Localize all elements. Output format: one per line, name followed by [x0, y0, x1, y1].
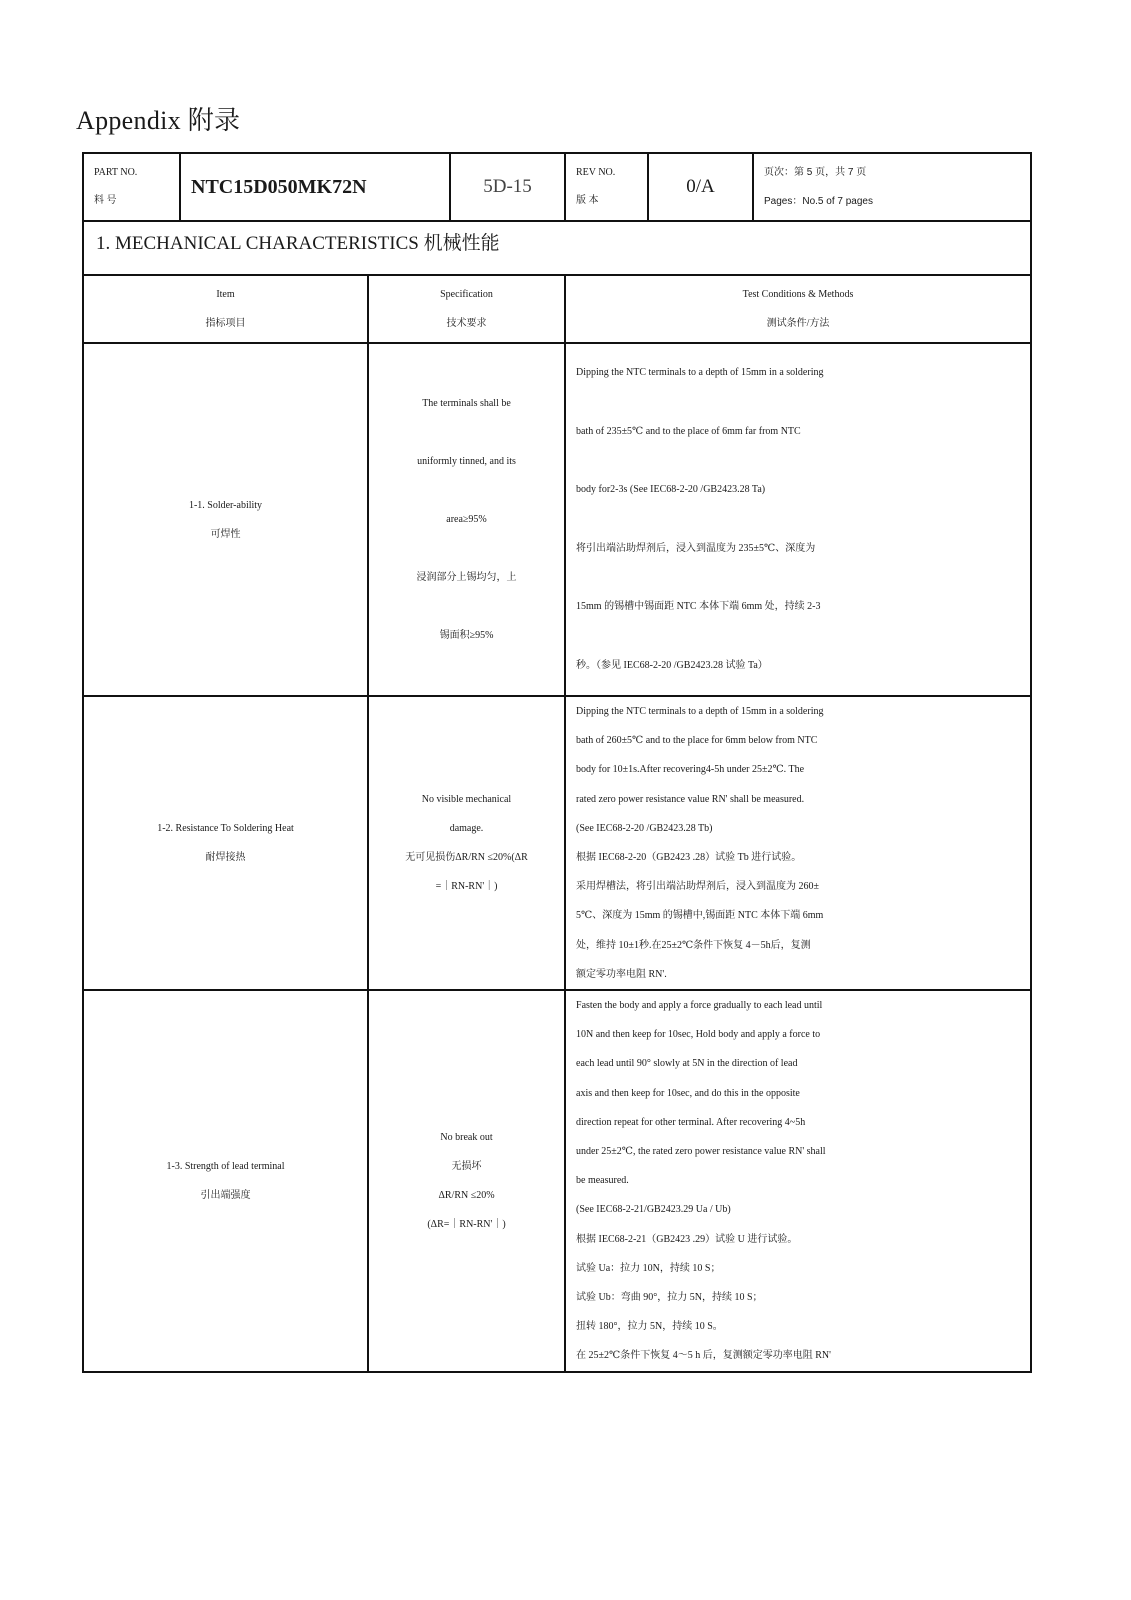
header-row: [83, 153, 1031, 221]
col-header-test-en: Test Conditions & Methods: [742, 289, 854, 300]
item-name-en: 1-2. Resistance To Soldering Heat: [157, 823, 294, 835]
item-name-cn: 引出端强度: [200, 1189, 251, 1201]
spec-line: The terminals shall be: [422, 397, 511, 409]
col-header-item-en: Item: [216, 289, 235, 300]
item-name-en: 1-3. Strength of lead terminal: [166, 1160, 285, 1172]
test-line: 秒。（参见 IEC68-2-20 /GB2423.28 试验 Ta）: [576, 659, 768, 671]
test-line: bath of 260±5℃ and to the place for 6mm below from NTC: [576, 735, 818, 747]
table-row: [83, 990, 1031, 1372]
test-line: bath of 235±5℃ and to the place of 6mm far from NTC: [576, 425, 801, 437]
part-no-value: NTC15D050MK72N: [180, 153, 450, 221]
spec-line: =｜RN-RN'｜): [435, 881, 498, 893]
test-line: 额定零功率电阻 RN'.: [576, 968, 667, 980]
rev-label-cn: 版 本: [576, 195, 599, 206]
spec-line: 无损坏: [451, 1160, 482, 1172]
test-line: 试验 Ub：弯曲 90°，拉力 5N，持续 10 S；: [576, 1292, 763, 1304]
rev-label: [565, 153, 648, 221]
model-code: 5D-15: [450, 153, 565, 221]
spec-line: (ΔR=｜RN-RN'｜): [427, 1218, 506, 1230]
spec-cell: [368, 990, 565, 1372]
spec-line: 浸润部分上锡均匀，上: [416, 571, 517, 583]
rev-value: 0/A: [648, 153, 753, 221]
part-no-label-en: PART NO.: [94, 167, 138, 178]
item-name-cn: 可焊性: [210, 528, 241, 540]
page-title: Appendix 附录: [76, 106, 241, 135]
test-cell: [565, 696, 1031, 990]
test-line: 10N and then keep for 10sec, Hold body and apply a force to: [576, 1029, 821, 1041]
test-line: each lead until 90° slowly at 5N in the direction of lead: [576, 1058, 798, 1070]
spec-line: 无可见损伤ΔR/RN ≤20%(ΔR: [405, 852, 528, 864]
col-header-test-cn: 测试条件/方法: [766, 318, 830, 329]
test-line: 处，维持 10±1秒.在25±2℃条件下恢复 4－5h后，复测: [576, 939, 811, 951]
part-no-label-cn: 料 号: [94, 195, 117, 206]
col-header-test: [565, 275, 1031, 343]
col-header-spec: [368, 275, 565, 343]
test-line: 5℃、深度为 15mm 的锡槽中,锡面距 NTC 本体下端 6mm: [576, 910, 824, 922]
test-line: under 25±2℃, the rated zero power resistance value RN' shall: [576, 1146, 826, 1158]
test-line: direction repeat for other terminal. After recovering 4~5h: [576, 1116, 806, 1128]
spec-line: 锡面积≥95%: [439, 629, 494, 641]
test-line: body for 10±1s.After recovering4-5h under 25±2℃. The: [576, 764, 805, 776]
page-info-en: Pages：No.5 of 7 pages: [764, 196, 873, 207]
item-name-cn: 耐焊接热: [205, 852, 246, 864]
test-line: 采用焊槽法，将引出端沾助焊剂后，浸入到温度为 260±: [576, 881, 820, 893]
col-header-item-cn: 指标项目: [205, 318, 246, 329]
spec-line: No break out: [440, 1131, 493, 1143]
table-row: [83, 343, 1031, 696]
spec-line: damage.: [449, 823, 484, 835]
spec-line: uniformly tinned, and its: [417, 455, 516, 467]
item-cell: [83, 696, 368, 990]
spec-cell: [368, 696, 565, 990]
test-line: Dipping the NTC terminals to a depth of 15mm in a soldering: [576, 706, 824, 717]
test-line: 扭转 180°，拉力 5N，持续 10 S。: [576, 1321, 723, 1333]
test-line: 试验 Ua：拉力 10N，持续 10 S；: [576, 1262, 721, 1274]
col-header-spec-en: Specification: [440, 289, 493, 300]
test-line: 根据 IEC68-2-21（GB2423 .29）试验 U 进行试验。: [576, 1233, 798, 1245]
test-line: rated zero power resistance value RN' shall be measured.: [576, 793, 805, 805]
spec-line: area≥95%: [446, 513, 487, 525]
part-no-label: [83, 153, 180, 221]
table-row: [83, 696, 1031, 990]
test-line: (See IEC68-2-21/GB2423.29 Ua / Ub): [576, 1204, 731, 1216]
col-header-item: [83, 275, 368, 343]
spec-line: ΔR/RN ≤20%: [438, 1189, 495, 1201]
test-line: axis and then keep for 10sec, and do this in the opposite: [576, 1087, 800, 1099]
test-line: Dipping the NTC terminals to a depth of 15mm in a soldering: [576, 367, 824, 378]
spec-cell: [368, 343, 565, 696]
item-name-en: 1-1. Solder-ability: [188, 499, 263, 511]
test-line: 根据 IEC68-2-20（GB2423 .28）试验 Tb 进行试验。: [576, 852, 802, 864]
col-header-spec-cn: 技术要求: [446, 318, 487, 329]
test-line: Fasten the body and apply a force gradually to each lead until: [576, 1000, 823, 1012]
section-row: [83, 221, 1031, 275]
spec-line: No visible mechanical: [421, 794, 512, 806]
column-header-row: [83, 275, 1031, 343]
test-line: 将引出端沾助焊剂后，浸入到温度为 235±5℃、深度为: [576, 542, 816, 554]
item-cell: [83, 990, 368, 1372]
page-info-cn: 页次：第 5 页，共 7 页: [764, 167, 867, 178]
test-cell: [565, 343, 1031, 696]
rev-label-en: REV NO.: [576, 167, 616, 178]
item-cell: [83, 343, 368, 696]
test-line: 在 25±2℃条件下恢复 4～5 h 后，复测额定零功率电阻 RN': [576, 1350, 831, 1362]
test-cell: [565, 990, 1031, 1372]
test-line: be measured.: [576, 1175, 629, 1187]
section-title: 1. MECHANICAL CHARACTERISTICS 机械性能: [83, 221, 1031, 275]
page-info: [753, 153, 1031, 221]
test-line: 15mm 的锡槽中锡面距 NTC 本体下端 6mm 处，持续 2-3: [576, 601, 821, 612]
test-line: (See IEC68-2-20 /GB2423.28 Tb): [576, 822, 713, 834]
spec-table: [82, 152, 1032, 1373]
test-line: body for2-3s (See IEC68-2-20 /GB2423.28 Ta): [576, 484, 766, 495]
